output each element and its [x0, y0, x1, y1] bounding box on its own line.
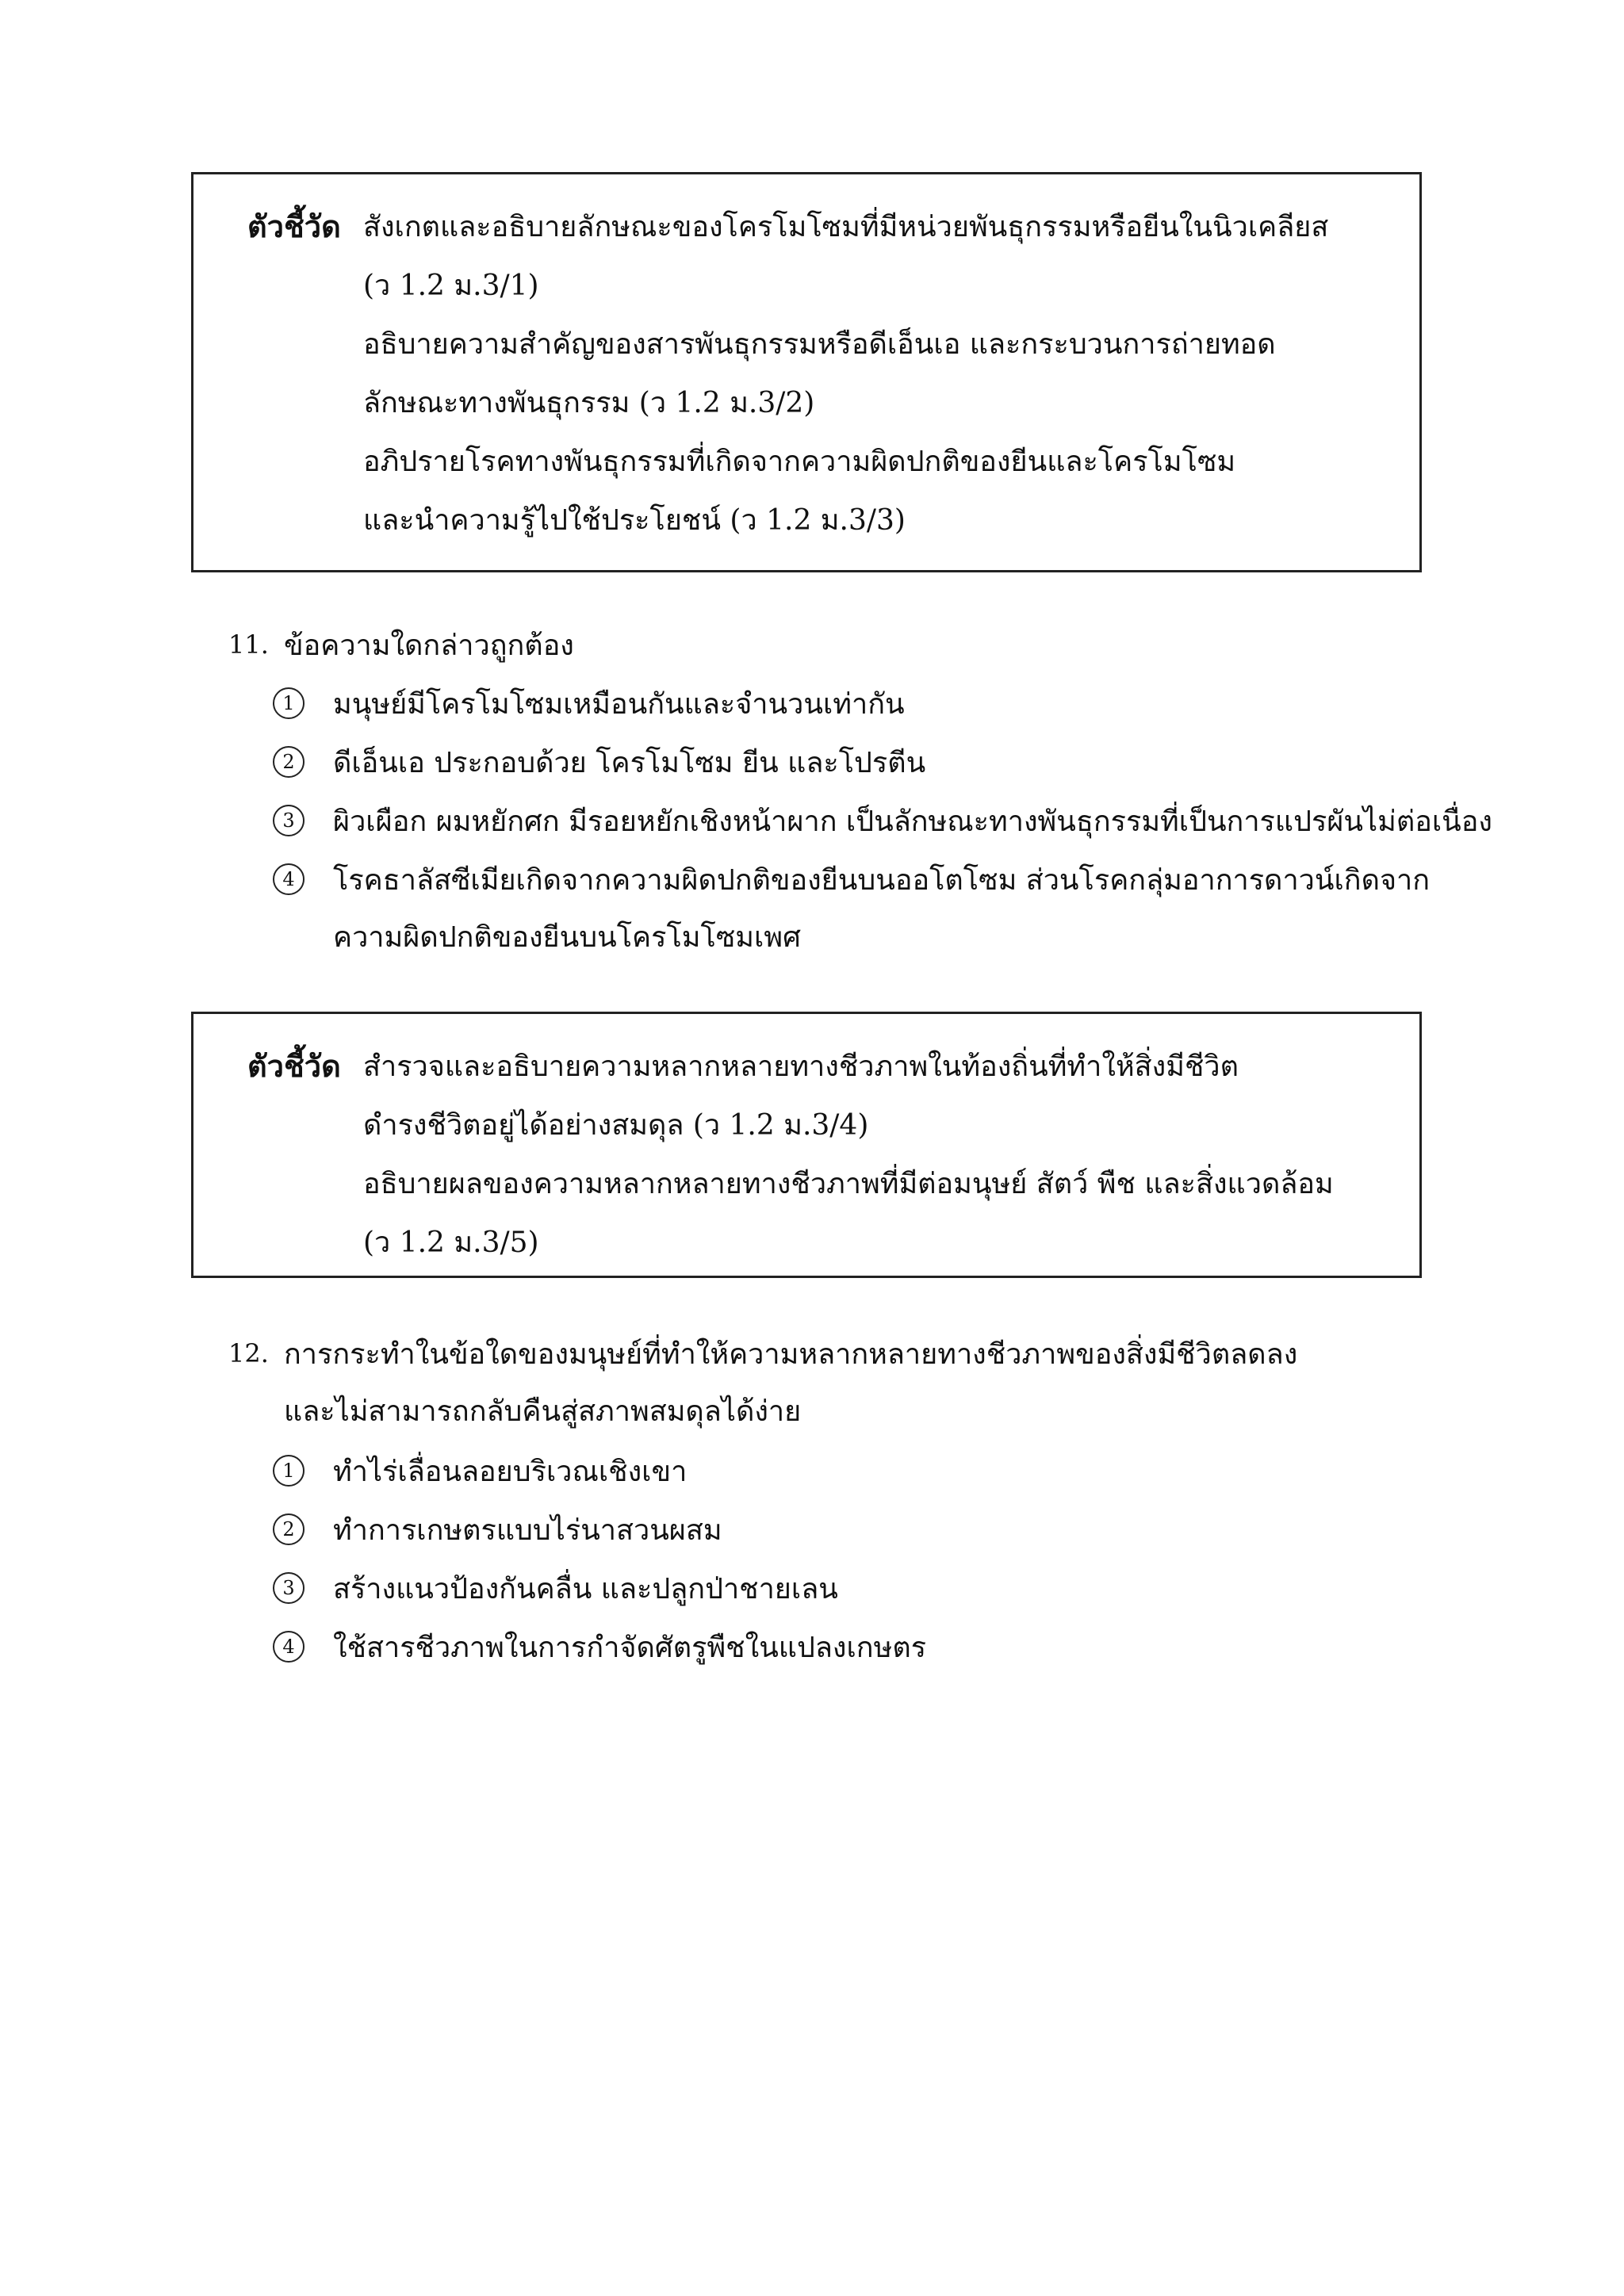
question-stem-row: [228, 615, 1576, 674]
choice-text: สร้างแนวป้องกันคลื่น และปลูกป่าชายเลน: [333, 1572, 838, 1605]
choice-text: ดีเอ็นเอ ประกอบด้วย โครโมโซม ยีน และโปรตีน: [333, 746, 926, 779]
choice-number-circle[interactable]: 2: [273, 746, 304, 778]
choice-1[interactable]: [228, 674, 1576, 733]
choice-2[interactable]: [228, 733, 1576, 791]
choice-text: ใช้สารชีวภาพในการกำจัดศัตรูพืชในแปลงเกษตร: [333, 1631, 927, 1664]
indicator-lines: [363, 198, 1404, 550]
question-stem-row: [228, 1324, 1576, 1383]
choice-text: โรคธาลัสซีเมียเกิดจากความผิดปกติของยีนบนออโตโซม ส่วนโรคกลุ่มอาการดาวน์เกิดจาก: [333, 863, 1431, 897]
indicator-line: (ว 1.2 ม.3/1): [363, 270, 539, 302]
indicator-line: อธิบายความสำคัญของสารพันธุกรรมหรือดีเอ็นเอ และกระบวนการถ่ายทอด: [363, 328, 1276, 361]
question-stem-continued: และไม่สามารถกลับคืนสู่สภาพสมดุลได้ง่าย: [284, 1395, 802, 1428]
choice-text: มนุษย์มีโครโมโซมเหมือนกันและจำนวนเท่ากัน: [333, 687, 905, 721]
choice-number-circle[interactable]: 3: [273, 1572, 304, 1604]
choice-number-circle[interactable]: 3: [273, 805, 304, 836]
choice-number-circle[interactable]: 1: [273, 1455, 304, 1487]
indicator-line: (ว 1.2 ม.3/5): [363, 1226, 539, 1259]
indicator-label: ตัวชี้วัด: [247, 1048, 341, 1084]
question-number: 12.: [228, 1338, 269, 1368]
indicator-label: ตัวชี้วัด: [247, 209, 341, 244]
choice-number-circle[interactable]: 4: [273, 863, 304, 895]
indicator-line: สังเกตและอธิบายลักษณะของโครโมโซมที่มีหน่วยพันธุกรรมหรือยีนในนิวเคลียส: [363, 211, 1329, 243]
indicator-box-2: [191, 1012, 1422, 1278]
question-number: 11.: [228, 629, 269, 660]
choice-4[interactable]: [228, 850, 1576, 909]
indicator-line: ลักษณะทางพันธุกรรม (ว 1.2 ม.3/2): [363, 387, 815, 419]
indicator-lines: [363, 1038, 1404, 1272]
choice-number-circle[interactable]: 4: [273, 1631, 304, 1663]
choice-text: ทำการเกษตรแบบไร่นาสวนผสม: [333, 1513, 722, 1547]
indicator-line: สำรวจและอธิบายความหลากหลายทางชีวภาพในท้องถิ่นที่ทำให้สิ่งมีชีวิต: [363, 1050, 1239, 1083]
choice-3[interactable]: [228, 1559, 1576, 1617]
indicator-line: อธิบายผลของความหลากหลายทางชีวภาพที่มีต่อมนุษย์ สัตว์ พืช และสิ่งแวดล้อม: [363, 1168, 1334, 1200]
question-12: [228, 1324, 1576, 1676]
indicator-line: อภิปรายโรคทางพันธุกรรมที่เกิดจากความผิดปกติของยีนและโครโมโซม: [363, 446, 1236, 478]
choice-2[interactable]: [228, 1500, 1576, 1559]
question-stem: การกระทำในข้อใดของมนุษย์ที่ทำให้ความหลากหลายทางชีวภาพของสิ่งมีชีวิตลดลง: [284, 1337, 1298, 1371]
indicator-line: และนำความรู้ไปใช้ประโยชน์ (ว 1.2 ม.3/3): [363, 504, 906, 537]
indicator-box-1: [191, 172, 1422, 572]
choice-1[interactable]: [228, 1441, 1576, 1500]
choice-text-continued: ความผิดปกติของยีนบนโครโมโซมเพศ: [333, 921, 801, 954]
choice-3[interactable]: [228, 791, 1576, 850]
indicator-line: ดำรงชีวิตอยู่ได้อย่างสมดุล (ว 1.2 ม.3/4): [363, 1109, 869, 1142]
choice-number-circle[interactable]: 2: [273, 1513, 304, 1545]
choice-text: ทำไร่เลื่อนลอยบริเวณเชิงเขา: [333, 1455, 688, 1488]
choice-4[interactable]: [228, 1617, 1576, 1676]
choice-text: ผิวเผือก ผมหยักศก มีรอยหยักเชิงหน้าผาก เป็นลักษณะทางพันธุกรรมที่เป็นการแปรผันไม่ต่อเนื่อง: [333, 805, 1492, 838]
question-11: [228, 615, 1576, 967]
choice-number-circle[interactable]: 1: [273, 687, 304, 719]
question-stem: ข้อความใดกล่าวถูกต้อง: [284, 629, 574, 662]
